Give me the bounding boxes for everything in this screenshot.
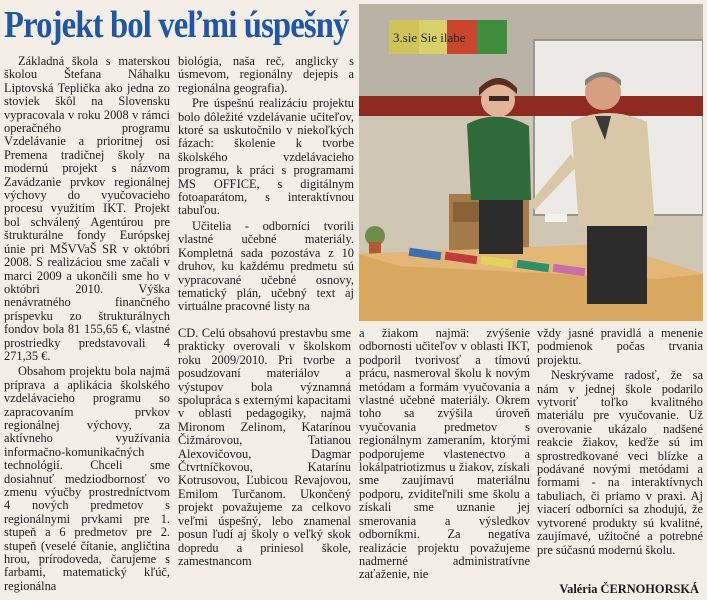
article-column-1 [4,55,170,593]
article-column-4 [537,327,703,557]
article-title: Projekt bol veľmi úspešný [4,4,349,46]
wall-banner [389,20,507,54]
paragraph-2: Obsahom projektu bola najmä príprava a aplikácia školského vzdelávacieho programu so zapracovaním prvkov regionálnej výchovy, za aktívneho využívania informačno-komunikačných technológií. Chceli sme dosiahnuť medziodbornosť vo zmenu výučby prostredníctvom 4 nových predmetov s regionálnymi prvkami pre 1. stupeň a 6 predmetov pre 2. stupeň (veselé čítanie, angličtina hrou, prírodoveda, čarujeme s farbami, matematický kľúč, regionálna [4,364,170,593]
paragraph-7: a žiakom najmä: zvýšenie odbornosti učiteľov v oblasti IKT, podporil tvorivosť a tímovú prácu, nasmeroval školu k novým metódam a formám vyučovania a vlastné učebné materiály. Okrem toho sa zvýšila úroveň vyučovania predmetov s regionálnym zameraním, ktorými podporujeme vlastenectvo a lokálpatriotizmus u žiakov, získali sme zaujímavú materiálnu podporu, zviditeľnili sme školu a získali sme uznanie jej smerovania a výsledkov odborníkmi. Za negatíva realizácie projektu považujeme nadmerné administratívne zaťaženie, nie [359,326,530,582]
classroom-photo-illustration [359,4,703,321]
paragraph-5: Učitelia - odborníci tvorili vlastné učebné materiály. Kompletná sada pozostáva z 10 druhov, ku každému predmetu sú vypracované učebné osnovy, tematický plán, učebný text aj virtuálne pracovné listy na [178,218,354,314]
paragraph-4: Pre úspešnú realizáciu projektu bolo dôležité vzdelávanie učiteľov, ktoré sa uskutočnilo v niekoľkých fázach: školenie k tvorbe školského vzdelávacieho programu, k práci s programami MS OFFICE, s digitálnym fotoaparátom, s interaktívnou tabuľou. [178,96,354,218]
article-column-3 [359,327,530,582]
paragraph-8: vždy jasné pravidlá a menenie podmienok počas trvania projektu. [537,326,703,367]
article-photo [359,4,703,321]
paragraph-6: CD. Celú obsahovú prestavbu sme prakticky overovali v školskom roku 2009/2010. Pri tvorbe a posudzovaní materiálov a výstupov bola významná spolupráca s externými kapacitami v oblasti pedagogiky, najmä Mironom Zelinom, Katarínou Čižmárovou, Tatianou Alexovičovou, Dagmar Čtvrtníčkovou, Katarínu Kotrusovou, Ľubicou Revajovou, Emilom Turčanom. Ukončený projekt považujeme za celkovo veľmi úspešný, lebo znamenal posun ľudí aj školy o veľký skok dopredu a priniesol škole, zamestnancom [178,326,351,568]
article-column-2-bottom [178,327,351,568]
author-signature: Valéria ČERNOHORSKÁ [559,582,699,596]
banner-text: 3.sie Sie ilabe [393,30,466,45]
paragraph-3: biológia, naša reč, anglicky s úsmevom, regionálny dejepis a regionálna geografia). [178,54,354,95]
article-column-2-top [178,55,354,314]
paragraph-9: Neskrývame radosť, že sa nám v jednej škole podarilo vytvoriť toľko kvalitného materiálu pre vyučovanie. Už overovanie ukázalo nadšené reakcie žiakov, keďže sú im sprostredkované veci blízke a podávané novými metódami a formami - na interaktívnych tabuliach, či priamo v praxi. Aj viacerí odborníci sa zhodujú, že vytvorené produkty sú kvalitné, zaujímavé, užitočné a potrebné pre súčasnú modernú školu. [537,368,703,557]
paragraph-1: Základná škola s materskou školou Štefana Náhalku Liptovská Teplička ako jedna zo stoviek škôl na Slovensku vypracovala v roku 2008 v rámci operačného programu Vzdelávanie a prioritnej osi Premena tradičnej školy na modernú projekt s názvom Zavádzanie prvkov regionálnej výchovy do vyučovacieho procesu využitím IKT. Projekt bol schválený Agentúrou pre štrukturálne fondy Európskej únie pri MŠVVaŠ SR v októbri 2008. S realizáciou sme začali v marci 2009 a ukončili sme ho v októbri 2010. Výška nenávratného finančného príspevku zo štrukturálnych fondov bola 81 155,65 €, vlastné prostriedky predstavovali 4 271,35 €. [4,54,170,363]
